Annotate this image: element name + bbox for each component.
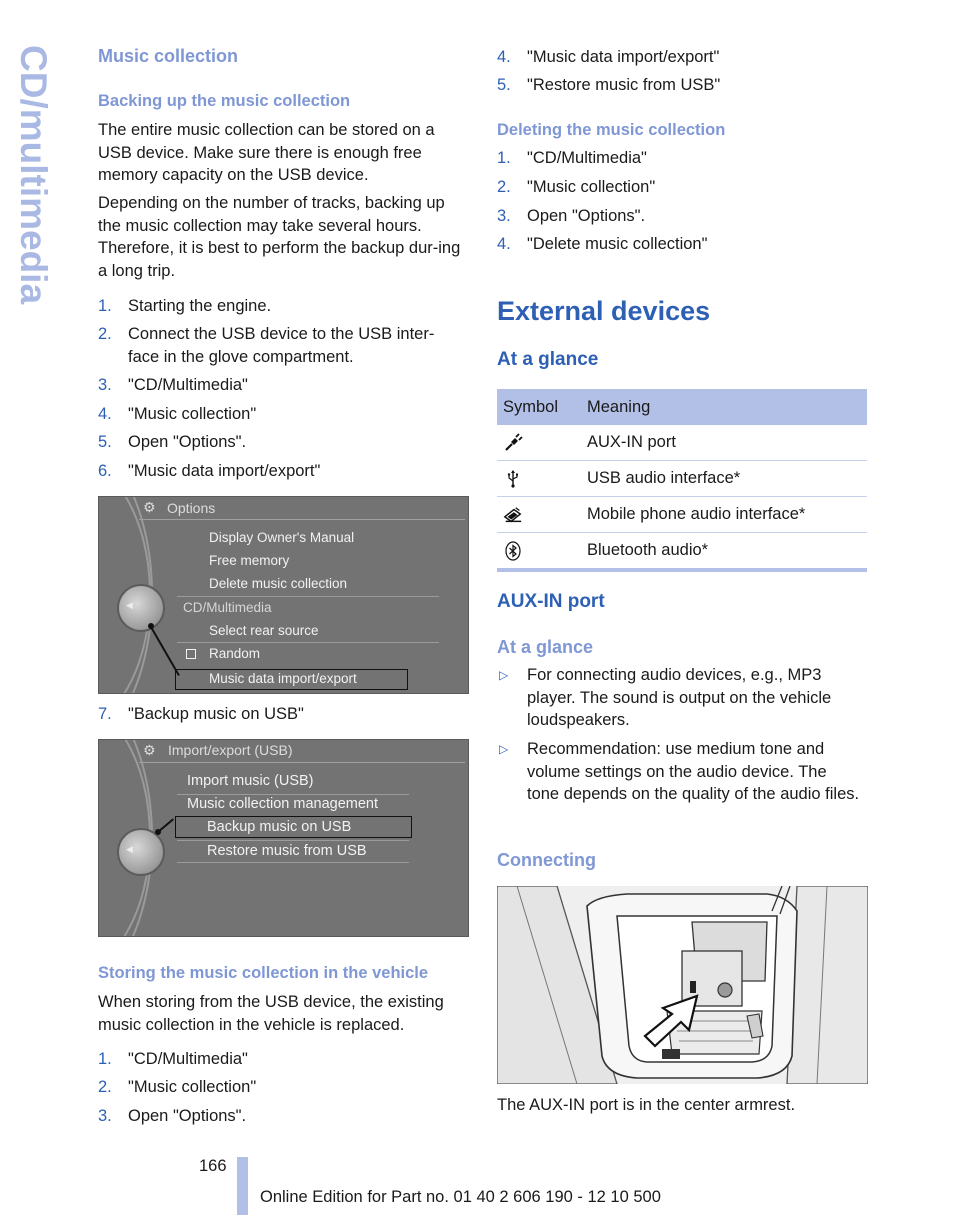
aux-at-a-glance-heading: At a glance — [497, 637, 594, 657]
backup-paragraph-2: Depending on the number of tracks, backing up the music collection may take several hours. Therefore, it is best to perform the backup dur-ing a long trip. — [98, 194, 461, 280]
bluetooth-icon — [503, 541, 523, 561]
gear-icon: ⚙ — [143, 499, 156, 515]
table-cell: Bluetooth audio* — [581, 533, 867, 571]
menu-item: Music data import/export — [209, 671, 357, 686]
left-arrow-icon: ◀ — [126, 844, 133, 854]
footer-accent-bar — [237, 1157, 248, 1215]
usb-icon — [503, 469, 523, 489]
menu-item: Delete music collection — [209, 576, 348, 591]
armrest-drawing — [497, 886, 868, 1084]
mobile-phone-icon — [503, 505, 523, 525]
music-collection-heading: Music collection — [98, 46, 239, 66]
table-header-meaning: Meaning — [581, 389, 867, 425]
armrest-illustration — [497, 886, 868, 1084]
gear-icon: ⚙ — [143, 742, 156, 758]
menu-item: Backup music on USB — [207, 819, 352, 835]
triangle-bullet-icon: ▷ — [499, 742, 509, 756]
at-a-glance-heading: At a glance — [497, 349, 599, 370]
backup-paragraph-1: The entire music collection can be stored on a USB device. Make sure there is enough free memory capacity on the USB device. — [98, 121, 435, 184]
menu-category: CD/Multimedia — [183, 600, 272, 615]
table-row — [497, 497, 867, 533]
menu-item: Import music (USB) — [187, 773, 314, 789]
table-row — [497, 461, 867, 497]
side-title-text: CD/multimedia — [13, 45, 54, 305]
menu-item: Select rear source — [209, 623, 319, 638]
storing-paragraph: When storing from the USB device, the existing music collection in the vehicle is replaced. — [98, 993, 444, 1034]
aux-plug-icon — [503, 433, 523, 453]
table-row — [497, 425, 867, 461]
symbol-table — [497, 389, 867, 572]
connecting-heading: Connecting — [497, 850, 596, 870]
options-screenshot — [98, 496, 469, 694]
table-header-symbol: Symbol — [497, 389, 581, 425]
page-number: 166 — [199, 1157, 227, 1175]
edition-text: Online Edition for Part no. 01 40 2 606 190 - 12 10 500 — [260, 1188, 661, 1206]
aux-in-heading: AUX-IN port — [497, 591, 605, 612]
menu-item: Restore music from USB — [207, 843, 367, 859]
external-devices-heading: External devices — [497, 296, 711, 326]
side-section-title — [0, 45, 64, 335]
screen-header: Import/export (USB) — [168, 742, 293, 758]
checkbox-icon — [186, 649, 196, 659]
aux-caption: The AUX-IN port is in the center armrest. — [497, 1096, 796, 1114]
screen-header: Options — [167, 500, 216, 516]
table-row — [497, 533, 867, 571]
menu-item: Display Owner's Manual — [209, 530, 355, 545]
delete-heading: Deleting the music collection — [497, 121, 726, 139]
controller-knob — [117, 828, 165, 876]
menu-item: Random — [209, 646, 261, 661]
table-cell: Mobile phone audio interface* — [581, 497, 867, 533]
controller-knob — [117, 584, 165, 632]
storing-heading: Storing the music collection in the vehicle — [98, 964, 429, 982]
menu-item: Music collection management — [187, 796, 379, 812]
backup-heading: Backing up the music collection — [98, 92, 351, 110]
import-export-screenshot — [98, 739, 469, 937]
table-cell: USB audio interface* — [581, 461, 867, 497]
left-arrow-icon: ◀ — [126, 600, 133, 610]
table-cell: AUX-IN port — [581, 425, 867, 461]
menu-item: Free memory — [209, 553, 290, 568]
triangle-bullet-icon: ▷ — [499, 668, 509, 682]
